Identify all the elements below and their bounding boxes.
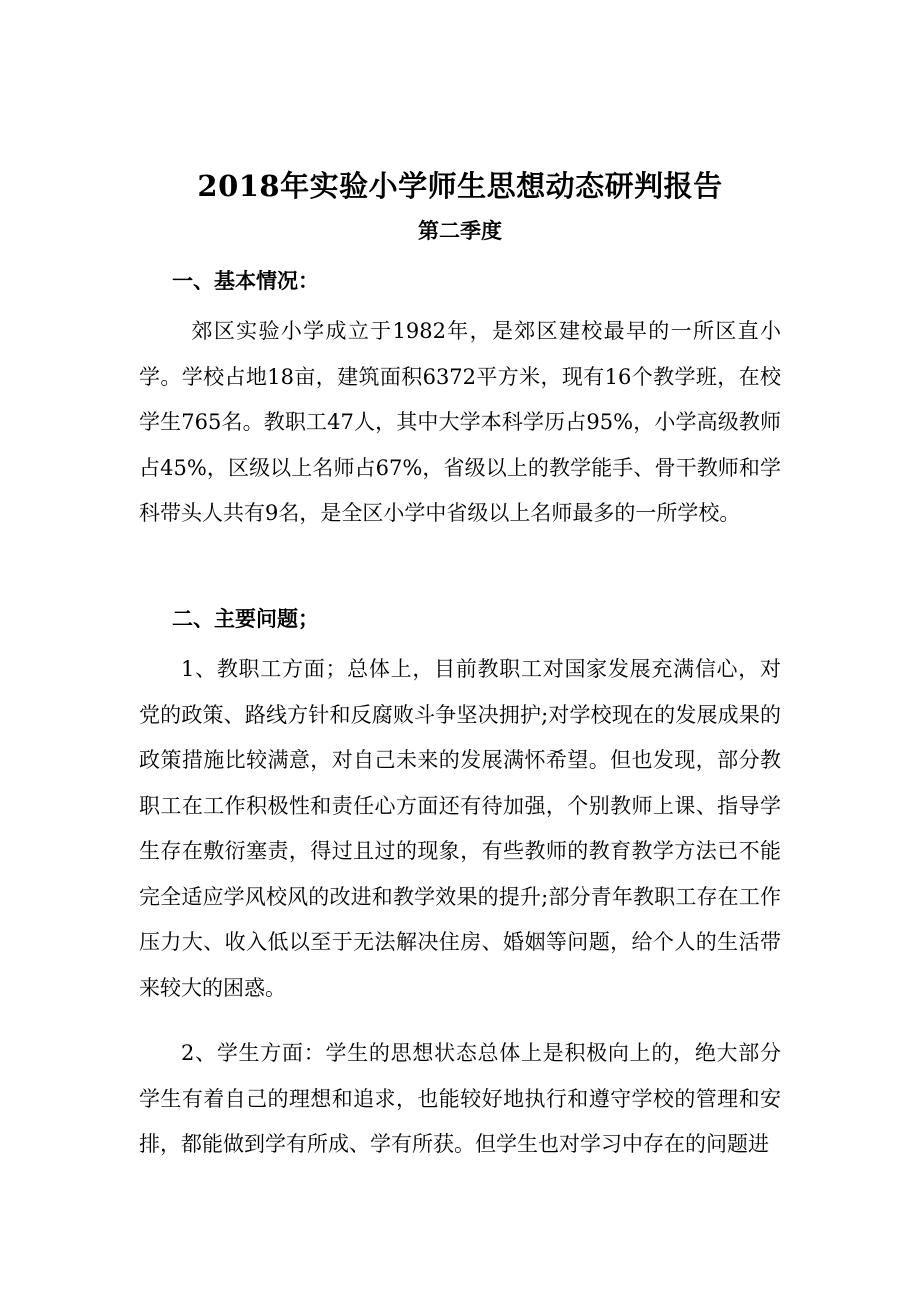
paragraph-basic-info: 郊区实验小学成立于1982年，是郊区建校最早的一所区直小学。学校占地18亩，建筑面积6372平方米，现有16个教学班，在校学生765名。教职工47人，其中大学本科学历占95%，小学高级教师占45%，区级以上名师占67%，省级以上的教学能手、骨干教师和学科带头人共有9名，是全区小学中省级以上名师最多的一所学校。 bbox=[139, 319, 781, 525]
document-title: 2018年实验小学师生思想动态研判报告 bbox=[197, 169, 723, 203]
paragraph-staff-issues: 1、教职工方面；总体上，目前教职工对国家发展充满信心，对党的政策、路线方针和反腐败斗争坚决拥护;对学校现在的发展成果的政策措施比较满意，对自己未来的发展满怀希望。但也发现，部分教职工在工作积极性和责任心方面还有待加强，个别教师上课、指导学生存在敷衍塞责，得过且过的现象，有些教师的教育教学方法已不能完全适应学风校风的改进和教学效果的提升;部分青年教职工存在工作压力大、收入低以至于无法解决住房、婚姻等问题，给个人的生活带来较大的困惑。 bbox=[139, 657, 781, 1000]
section-heading-main-issues: 二、主要问题； bbox=[172, 606, 319, 631]
section-heading-basic-info: 一、基本情况： bbox=[172, 268, 319, 293]
document-subtitle: 第二季度 bbox=[418, 218, 502, 243]
paragraph-student-issues: 2、学生方面：学生的思想状态总体上是积极向上的，绝大部分学生有着自己的理想和追求，也能较好地执行和遵守学校的管理和安排，都能做到学有所成、学有所获。但学生也对学习中存在的问题进 bbox=[139, 1041, 781, 1156]
